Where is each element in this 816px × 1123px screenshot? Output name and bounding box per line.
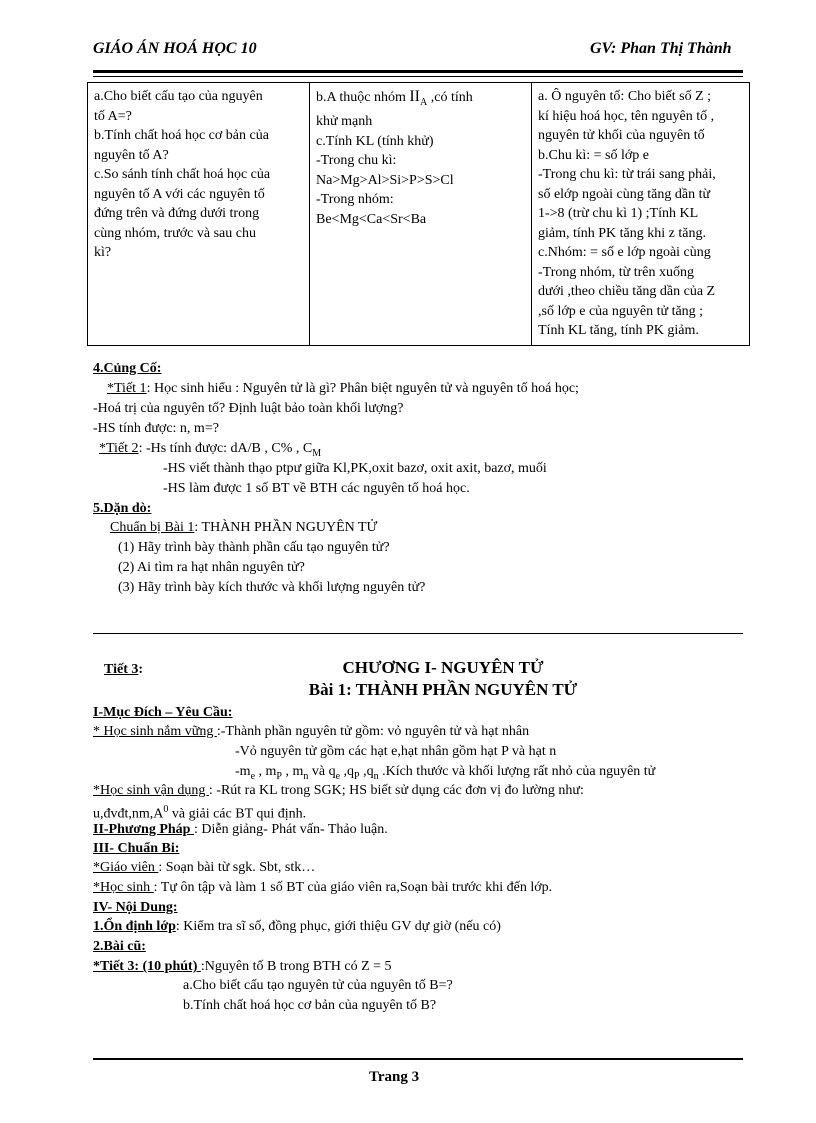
muc-dich-heading: I-Mục Đích – Yêu Cầu:: [93, 705, 233, 720]
table-line: a. Ô nguyên tố: Cho biết số Z ;: [538, 89, 712, 104]
cungco-tiet1: *Tiết 1: Học sinh hiểu : Nguyên tử là gì? Phân biệt nguyên tử và nguyên tố hoá học;: [107, 381, 579, 396]
mass-charge-line: $-m_e$ , $m_P$ , $m_n$ và $q_e$ $,q_P$ $,q_n$ .Kích thước và khối lượng rất nhỏ của nguyên tử: [235, 764, 656, 782]
cungco-line-5: -HS viết thành thạo ptpư giữa Kl,PK,oxit bazơ, oxit axit, bazơ, muối: [163, 461, 547, 476]
hoc-sinh-line: *Học sinh : Tự ôn tập và làm 1 số BT của giáo viên ra,Soạn bài trước khi đến lớp.: [93, 880, 553, 895]
tiet3-label: Tiết 3:: [104, 662, 144, 677]
table-line: giảm, tính PK tăng khi z tăng.: [538, 225, 706, 241]
table-line: b.Tính chất hoá học cơ bản của: [94, 128, 269, 143]
noi-dung-heading: IV- Nội Dung:: [93, 900, 178, 915]
units-line: $u,đvđt,nm,A^0$ và giải các BT qui định.: [93, 804, 307, 822]
on-dinh-line: 1.Ổn định lớp: Kiểm tra sĩ số, đồng phục, giới thiệu GV dự giờ (nếu có): [93, 919, 501, 934]
table-line: số elớp ngoài cùng tăng dần từ: [538, 186, 711, 202]
table-line: Be<Mg<Ca<Sr<Ba: [316, 211, 427, 227]
table-line: 1->8 (trừ chu kì 1) ;Tính KL: [538, 206, 699, 221]
table-line: c.Tính KL (tính khử): [316, 133, 434, 149]
dando-prep: Chuẩn bị Bài 1: THÀNH PHẦN NGUYÊN TỬ: [110, 520, 378, 535]
phuong-phap-line: II-Phương Pháp : Diễn giảng- Phát vấn- Thảo luận.: [93, 822, 388, 837]
table-line: c.So sánh tính chất hoá học của: [94, 167, 271, 182]
vo-nguyen-tu-line: -Vỏ nguyên tử gồm các hạt e,hạt nhân gồm hạt P và hạt n: [235, 744, 557, 759]
van-dung-line: *Học sinh vận dụng : -Rút ra KL trong SGK; HS biết sử dụng các đơn vị đo lường như:: [93, 783, 584, 798]
cungco-line-2: -Hoá trị của nguyên tố? Định luật bảo toàn khối lượng?: [93, 401, 404, 416]
giao-vien-line: *Giáo viên : Soạn bài từ sgk. Sbt, stk…: [93, 860, 316, 875]
cungco-line-3: -HS tính được: n, m=?: [93, 421, 219, 436]
table-line: ,số lớp e của nguyên tử tăng ;: [538, 303, 704, 319]
chapter-title: CHƯƠNG I- NGUYÊN TỬ: [342, 658, 544, 677]
table-line: đứng trên và đứng dưới trong: [94, 206, 260, 221]
table-line: -Trong nhóm:: [316, 192, 394, 208]
table-line: nguyên tố A với các nguyên tố: [94, 186, 265, 202]
nam-vung-line: * Học sinh nắm vững :-Thành phần nguyên tử gồm: vỏ nguyên tử và hạt nhân: [93, 724, 530, 739]
cungco-heading: 4.Củng Cố:: [93, 361, 162, 376]
table-line: nguyên tử khối của nguyên tố: [538, 128, 705, 143]
page-number: Trang 3: [369, 1069, 420, 1085]
table-line: a.Cho biết cấu tạo của nguyên: [94, 89, 263, 104]
dando-question-2: (2) Ai tìm ra hạt nhân nguyên tử?: [118, 560, 305, 575]
table-line: c.Nhóm: = số e lớp ngoài cùng: [538, 245, 711, 260]
table-col-3: [532, 83, 750, 346]
header-right-teacher: GV: Phan Thị Thành: [590, 40, 732, 57]
dando-heading: 5.Dặn dò:: [93, 501, 152, 516]
table-line: Na>Mg>Al>Si>P>S>Cl: [316, 172, 454, 188]
table-line: kí hiệu hoá học, tên nguyên tố ,: [538, 108, 715, 124]
header-rule-thin: [93, 76, 743, 77]
tiet3-bai-cu-line: *Tiết 3: (10 phút) :Nguyên tố B trong BTH có Z = 5: [93, 959, 392, 974]
table-col-2: [310, 83, 532, 346]
table-line: -Trong chu kì: từ trái sang phải,: [538, 167, 716, 182]
header-rule: [93, 70, 743, 73]
cungco-tiet2: *Tiết 2: -Hs tính được: dA/B , C% , $C_M$: [99, 441, 322, 459]
table-line: Tính KL tăng, tính PK giảm.: [538, 323, 699, 338]
section-divider: [93, 633, 743, 634]
summary-table: [87, 82, 750, 346]
bai-cu-heading: 2.Bài cũ:: [93, 939, 146, 954]
table-line: cùng nhóm, trước và sau chu: [94, 225, 256, 241]
header-left-title: GIÁO ÁN HOÁ HỌC 10: [93, 40, 257, 57]
cungco-line-6: -HS làm được 1 số BT về BTH các nguyên tố hoá học.: [163, 481, 470, 496]
dando-question-1: (1) Hãy trình bày thành phần cấu tạo nguyên tử?: [118, 540, 390, 555]
table-line: b.Chu kì: = số lớp e: [538, 147, 649, 163]
question-b: b.Tính chất hoá học cơ bản của nguyên tố B?: [183, 998, 437, 1013]
table-line: tố A=?: [94, 108, 132, 124]
footer-rule: [93, 1058, 743, 1060]
table-line: b.A thuộc nhóm $II_A$ ,có tính: [316, 88, 473, 108]
chuan-bi-heading: III- Chuẩn Bi:: [93, 841, 180, 856]
table-col-1: [88, 83, 310, 346]
table-line: khử mạnh: [316, 114, 373, 130]
table-line: -Trong chu kì:: [316, 153, 397, 169]
question-a: a.Cho biết cấu tạo nguyên tử của nguyên tố B=?: [183, 978, 453, 993]
table-line: nguyên tố A?: [94, 147, 169, 163]
table-line: -Trong nhóm, từ trên xuống: [538, 264, 695, 280]
lesson-title: Bài 1: THÀNH PHẦN NGUYÊN TỬ: [308, 680, 578, 699]
table-line: kì?: [94, 245, 112, 260]
table-line: dưới ,theo chiều tăng dần của Z: [538, 284, 716, 299]
dando-question-3: (3) Hãy trình bày kích thước và khối lượng nguyên tử?: [118, 580, 426, 595]
